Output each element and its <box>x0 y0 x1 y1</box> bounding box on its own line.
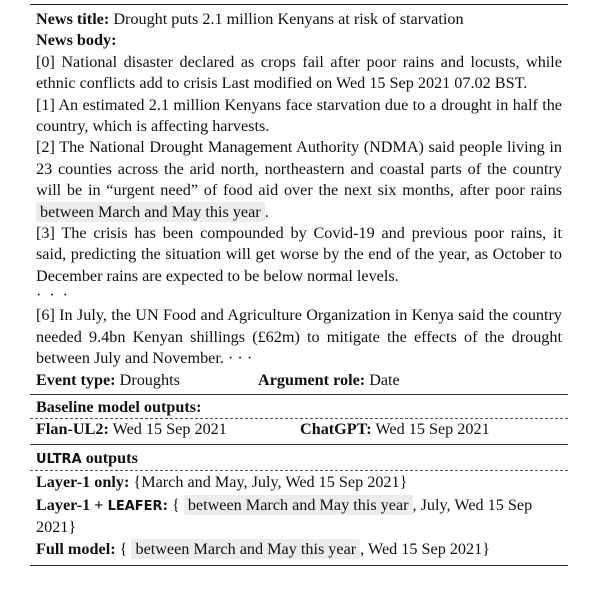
layer1-only-output <box>36 472 562 493</box>
full-model-label: Full model: <box>36 540 116 559</box>
baseline-results <box>30 419 568 443</box>
layer1-leafer-colon: : <box>162 495 168 514</box>
leafer-name: LEAFER <box>107 498 163 514</box>
ultra-header <box>36 448 562 470</box>
layer1-leafer-label-a: Layer-1 + <box>36 495 104 514</box>
baseline-header: Baseline model outputs: <box>36 397 202 416</box>
chatgpt-value: Wed 15 Sep 2021 <box>375 420 490 439</box>
full-model-output <box>36 539 562 560</box>
chatgpt-label: ChatGPT: <box>300 420 372 439</box>
layer1-only-label: Layer-1 only: <box>36 473 130 492</box>
highlighted-argument-span: between March and May this year <box>131 539 360 559</box>
ultra-name: ULTRA <box>36 451 82 467</box>
layer1-only-value: {March and May, July, Wed 15 Sep 2021} <box>133 473 408 492</box>
argument-role <box>258 370 400 391</box>
ultra-section <box>30 445 568 470</box>
full-model-rest: , Wed 15 Sep 2021} <box>360 540 490 559</box>
news-paragraph-1: [1] An estimated 2.1 million Kenyans face starvation due to a drought in half the country, which is affecting harvests. <box>36 95 562 136</box>
news-paragraph-6: [6] In July, the UN Food and Agriculture Organization in Kenya said the country needed 9.4bn Kenyan shillings (£62m) to mitigate the effects of the drought between July and November. · · · <box>36 306 562 368</box>
event-info-row <box>36 370 562 394</box>
ultra-results <box>30 471 568 561</box>
news-title-line <box>36 9 562 30</box>
chatgpt-output <box>300 419 490 440</box>
news-paragraph-2-text: [2] The National Drought Management Authority (NDMA) said people living in 23 counties across the arid north, northeastern and coastal parts of the country will be in “urgent need” of food aid over the next six months, after poor rains <box>36 138 562 200</box>
news-paragraph-0: [0] National disaster declared as crops fail after poor rains and locusts, while ethnic conflicts add to crisis Last modified on Wed 15 Sep 2021 07.02 BST. <box>36 52 562 93</box>
news-paragraph-2 <box>36 137 562 223</box>
flan-ul2-label: Flan-UL2: <box>36 420 109 439</box>
flan-ul2-value: Wed 15 Sep 2021 <box>112 420 227 439</box>
flan-ul2-output <box>36 419 300 440</box>
news-body-label-line <box>36 30 562 51</box>
ultra-header-rest: outputs <box>85 448 138 467</box>
highlighted-argument-span: between March and May this year <box>36 202 265 222</box>
event-type-label: Event type: <box>36 370 116 389</box>
news-paragraph-2-end: . <box>264 202 269 221</box>
news-section <box>30 5 568 394</box>
brace-open: { <box>172 495 180 514</box>
event-type-value: Droughts <box>119 370 180 389</box>
layer1-leafer-output <box>36 495 562 539</box>
baseline-section <box>30 395 568 418</box>
bottom-rule <box>30 565 568 566</box>
layer1-leafer-label <box>36 496 168 514</box>
figure-panel <box>30 4 568 566</box>
baseline-results-row <box>36 419 562 443</box>
news-paragraph-3: [3] The crisis has been compounded by Covid-19 and previous poor rains, it said, predicting the situation will get worse by the end of the year, as October to December rains are expected to be below normal levels. <box>36 224 562 285</box>
news-title: Drought puts 2.1 million Kenyans at risk of starvation <box>113 10 464 28</box>
argument-role-label: Argument role: <box>258 370 366 389</box>
omission-ellipsis: · · · <box>36 287 70 305</box>
news-body-label: News body: <box>36 31 117 50</box>
layer1-leafer-rest: , July, Wed 15 Sep 2021} <box>36 495 533 536</box>
event-type <box>36 370 258 391</box>
highlighted-argument-span: between March and May this year <box>184 495 413 515</box>
news-title-label: News title: <box>36 10 110 28</box>
argument-role-value: Date <box>369 370 400 389</box>
brace-open: { <box>119 540 128 559</box>
